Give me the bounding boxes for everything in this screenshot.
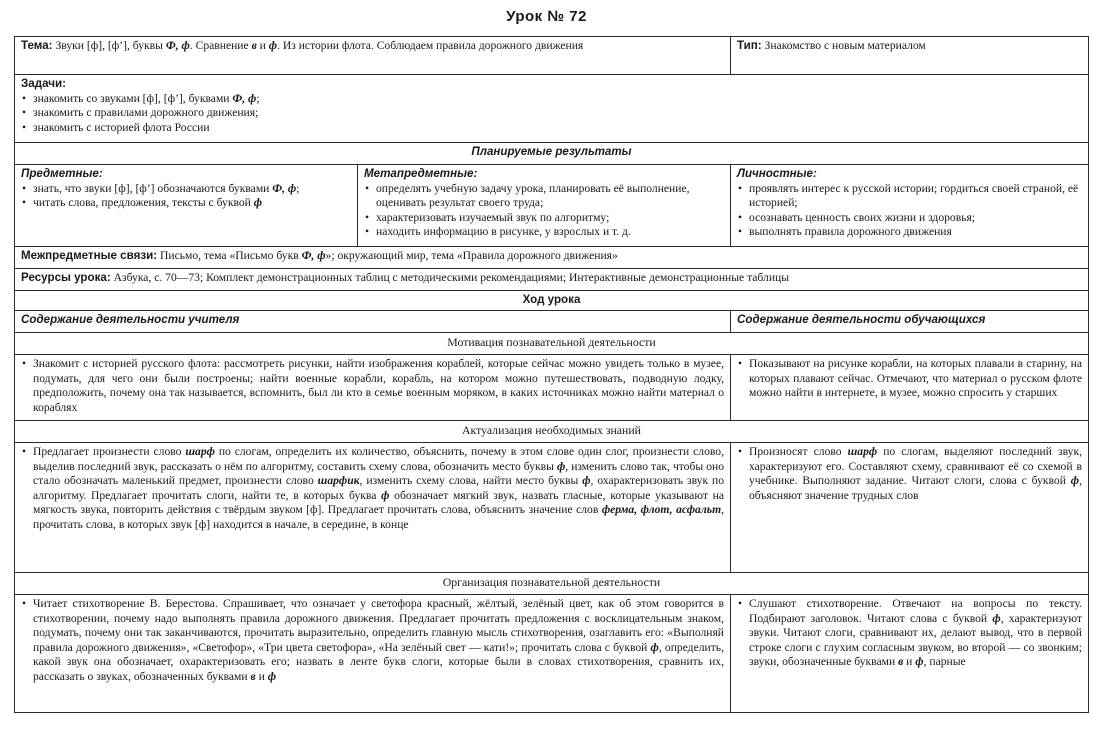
stage-title: Организация познавательной деятельности <box>15 573 1089 595</box>
interdisciplinary-cell: Межпредметные связи: Письмо, тема «Письмо букв Ф, ф»; окружающий мир, тема «Правила дорожного движения» <box>15 247 1089 269</box>
stage-title-row <box>15 573 1089 595</box>
topic-row <box>15 37 1089 75</box>
text-run: , изменить слово так, чтобы оно стало обозначать маленький предмет, произнести слово <box>33 459 724 488</box>
lesson-flow-heading: Ход урока <box>522 293 581 306</box>
stage-content-row <box>15 443 1089 573</box>
text-run: , охарактеризовать звук по алгоритму. Предлагает прочитать слоги, найти те, в которых буква <box>33 474 725 502</box>
type-value: Знакомство с новым материалом <box>761 39 926 52</box>
text-run: , прочитать слова, в которых звук [ф] находится в начале, в середине, в конце <box>33 503 725 531</box>
type-label: Тип: <box>737 39 762 52</box>
text-run: по слогам, определить их количество, объяснить, почему в этом слове один слог, произнести слово, выделив последний звук, рассказать о нём по алгоритму, составить схему слова, обозначить место буквы <box>33 445 724 473</box>
activity-columns-row <box>15 311 1089 333</box>
text-run: в <box>250 669 256 683</box>
student-activity <box>737 445 1082 503</box>
text-run: , парные <box>923 655 966 669</box>
topic-text-c: и <box>256 39 269 52</box>
lesson-flow-heading-cell <box>15 291 1089 311</box>
subject-results-label: Предметные: <box>21 167 103 180</box>
personal-results-cell <box>731 165 1089 247</box>
type-cell <box>731 37 1089 75</box>
resources-value: Азбука, с. 70—73; Комплект демонстрационных таблиц с методическими рекомендациями; Интерактивные демонстрационные таблицы <box>110 271 790 284</box>
teacher-activity-cell <box>15 443 731 573</box>
teacher-activity-cell <box>15 355 731 421</box>
text-run: ф <box>915 655 924 669</box>
task-item: • знакомить с историей флота России <box>21 121 1082 136</box>
meta-result-item: • характеризовать изучаемый звук по алгоритму; <box>364 211 724 226</box>
stage-title: Актуализация необходимых знаний <box>15 421 1089 443</box>
teacher-column-header: Содержание деятельности учителя <box>15 311 731 333</box>
tasks-row <box>15 75 1089 143</box>
text-run: по слогам, выделяют последний звук, характеризуют его. Составляют схему, сравнивают её со схемой в учебнике. Выполняют задание. Читают слоги, слова с буквой <box>749 445 1082 488</box>
text-run: в <box>898 655 904 669</box>
planned-results-heading-cell <box>15 143 1089 165</box>
text-run: Произносят слово <box>749 445 848 458</box>
text-run: обозначает мягкий звук, назвать гласные, которые указывают на мягкость звука, повторить действия с твёрдым звуком [ф]. Предлагает прочитать слова, объяснить значение слов <box>33 488 724 517</box>
resources-label: Ресурсы урока: <box>21 271 111 284</box>
task-item: • знакомить со звуками [ф], [ф’], буквами Ф, ф; <box>21 92 1082 107</box>
meta-result-item: • находить информацию в рисунке, у взрослых и т. д. <box>364 225 724 240</box>
stage-content-row <box>15 355 1089 421</box>
lesson-flow-heading-row <box>15 291 1089 311</box>
personal-results-label: Личностные: <box>737 167 817 180</box>
topic-text-d: . Из истории флота. Соблюдаем правила дорожного движения <box>277 39 584 52</box>
text-run: и <box>903 655 916 669</box>
teacher-activity <box>21 445 724 533</box>
student-activity-cell <box>731 595 1089 713</box>
text-run: , изменить схему слова, найти место буквы <box>359 474 583 488</box>
text-run: Знакомит с историей русского флота: рассмотреть рисунки, найти изображения кораблей, которые сейчас можно увидеть только в музее, подумать, для чего они были построены; найти военные корабли, корабль, на котором можно путешествовать, подводную лодку, предположить, почему она так называется, вспомнить, был ли кто в семье военным моряком, в каких источниках можно найти материал о кораблях <box>33 357 724 414</box>
tasks-label: Задачи: <box>21 77 66 90</box>
tasks-list <box>21 92 1082 136</box>
stage-title: Мотивация познавательной деятельности <box>15 333 1089 355</box>
student-activity <box>737 597 1082 670</box>
meta-result-item: • определять учебную задачу урока, планировать её выполнение, оценивать результат своего труда; <box>364 182 724 211</box>
stage-title-row <box>15 333 1089 355</box>
text-run: шарф <box>847 445 878 458</box>
student-activity-cell <box>731 443 1089 573</box>
personal-result-item: • осознавать ценность своих жизни и здоровья; <box>737 211 1082 226</box>
text-run: , характеризуют звуки. Читают слоги, сравнивают их, делают вывод, что в первой строке слоги с глухим согласным звуком, во второй — со звонким; звуки, обозначенные буквами <box>749 611 1083 669</box>
text-run: Предлагает произнести слово <box>33 445 186 458</box>
text-run: ф <box>992 611 1001 625</box>
text-run: ф <box>650 640 659 654</box>
student-activity <box>737 357 1082 401</box>
topic-letter-f: ф <box>268 39 278 52</box>
text-run: Читает стихотворение В. Берестова. Спрашивает, что означает у светофора красный, жёлтый, зелёный цвет, как об этом говорится в стихотворении, почему надо выполнять правила дорожного движения. Предлагает прочитать предложения с восклицательным знаком, подумать, почему они так заканчиваются, прочитать выразительно, определить главную мысль стихотворения, озаглавить его: «Выполняй правила дорожного движения», «Светофор», «Три цвета светофора», «На зелёный свет — кати!»; прочитать слова с буквой <box>33 597 724 654</box>
text-run: ф <box>582 474 591 488</box>
lesson-plan-table <box>14 36 1089 713</box>
page-title: Урок № 72 <box>506 8 587 25</box>
text-run: , определить, какой звук она обозначает, охарактеризовать его; назвать в ленте букв слоги, которые были в словах стихотворения, сравнить их, рассказать о звуках, обозначенных буквами <box>33 640 724 683</box>
subject-results-list <box>21 182 351 211</box>
topic-text-a: Звуки [ф], [ф’], буквы <box>52 39 166 52</box>
interdisciplinary-label: Межпредметные связи: <box>21 249 158 262</box>
planned-results-heading-row <box>15 143 1089 165</box>
text-run: ферма, флот, асфальт <box>601 503 722 517</box>
text-run: и <box>255 669 268 683</box>
topic-label: Тема: <box>21 39 53 52</box>
teacher-activity-cell <box>15 595 731 713</box>
text-run: ф <box>381 488 390 502</box>
topic-text-b: . Сравнение <box>189 39 252 52</box>
topic-letters: Ф, ф <box>165 39 190 52</box>
student-column-header: Содержание деятельности обучающихся <box>731 311 1089 333</box>
meta-results-label: Метапредметные: <box>364 167 478 180</box>
text-run: ф <box>267 669 276 683</box>
meta-results-cell <box>358 165 731 247</box>
personal-result-item: • выполнять правила дорожного движения <box>737 225 1082 240</box>
text-run: шарф <box>185 445 215 458</box>
topic-cell <box>15 37 731 75</box>
planned-results-row <box>15 165 1089 247</box>
text-run: Показывают на рисунке корабли, на которых плавали в старину, на которых плавают сейчас. Отмечают, что материал о русском флоте можно найти в интернете, в музее, можно спросить у старших <box>749 357 1082 400</box>
interdisciplinary-row <box>15 247 1089 269</box>
stage-title-row <box>15 421 1089 443</box>
student-activity-cell <box>731 355 1089 421</box>
subject-results-cell <box>15 165 358 247</box>
personal-result-item: • проявлять интерес к русской истории; гордиться своей страной, её историей; <box>737 182 1082 211</box>
text-run: Слушают стихотворение. Отвечают на вопросы по тексту. Подбирают заголовок. Читают слова с буквой <box>749 597 1082 625</box>
stage-content-row <box>15 595 1089 713</box>
subject-result-item: • читать слова, предложения, тексты с буквой ф <box>21 196 351 211</box>
text-run: , объясняют значение трудных слов <box>749 474 1082 502</box>
text-run: шарфик <box>317 474 360 488</box>
teacher-activity <box>21 357 724 415</box>
planned-results-heading: Планируемые результаты <box>471 145 632 158</box>
text-run: ф <box>556 459 566 473</box>
subject-result-item: • знать, что звуки [ф], [ф’] обозначаются буквами Ф, ф; <box>21 182 351 197</box>
personal-results-list <box>737 182 1082 240</box>
teacher-activity <box>21 597 724 685</box>
task-item: • знакомить с правилами дорожного движения; <box>21 106 1082 121</box>
tasks-cell <box>15 75 1089 143</box>
topic-letter-v: в <box>251 39 257 52</box>
text-run: ф <box>1070 474 1080 488</box>
meta-results-list <box>364 182 724 240</box>
resources-row <box>15 269 1089 291</box>
resources-cell <box>15 269 1089 291</box>
